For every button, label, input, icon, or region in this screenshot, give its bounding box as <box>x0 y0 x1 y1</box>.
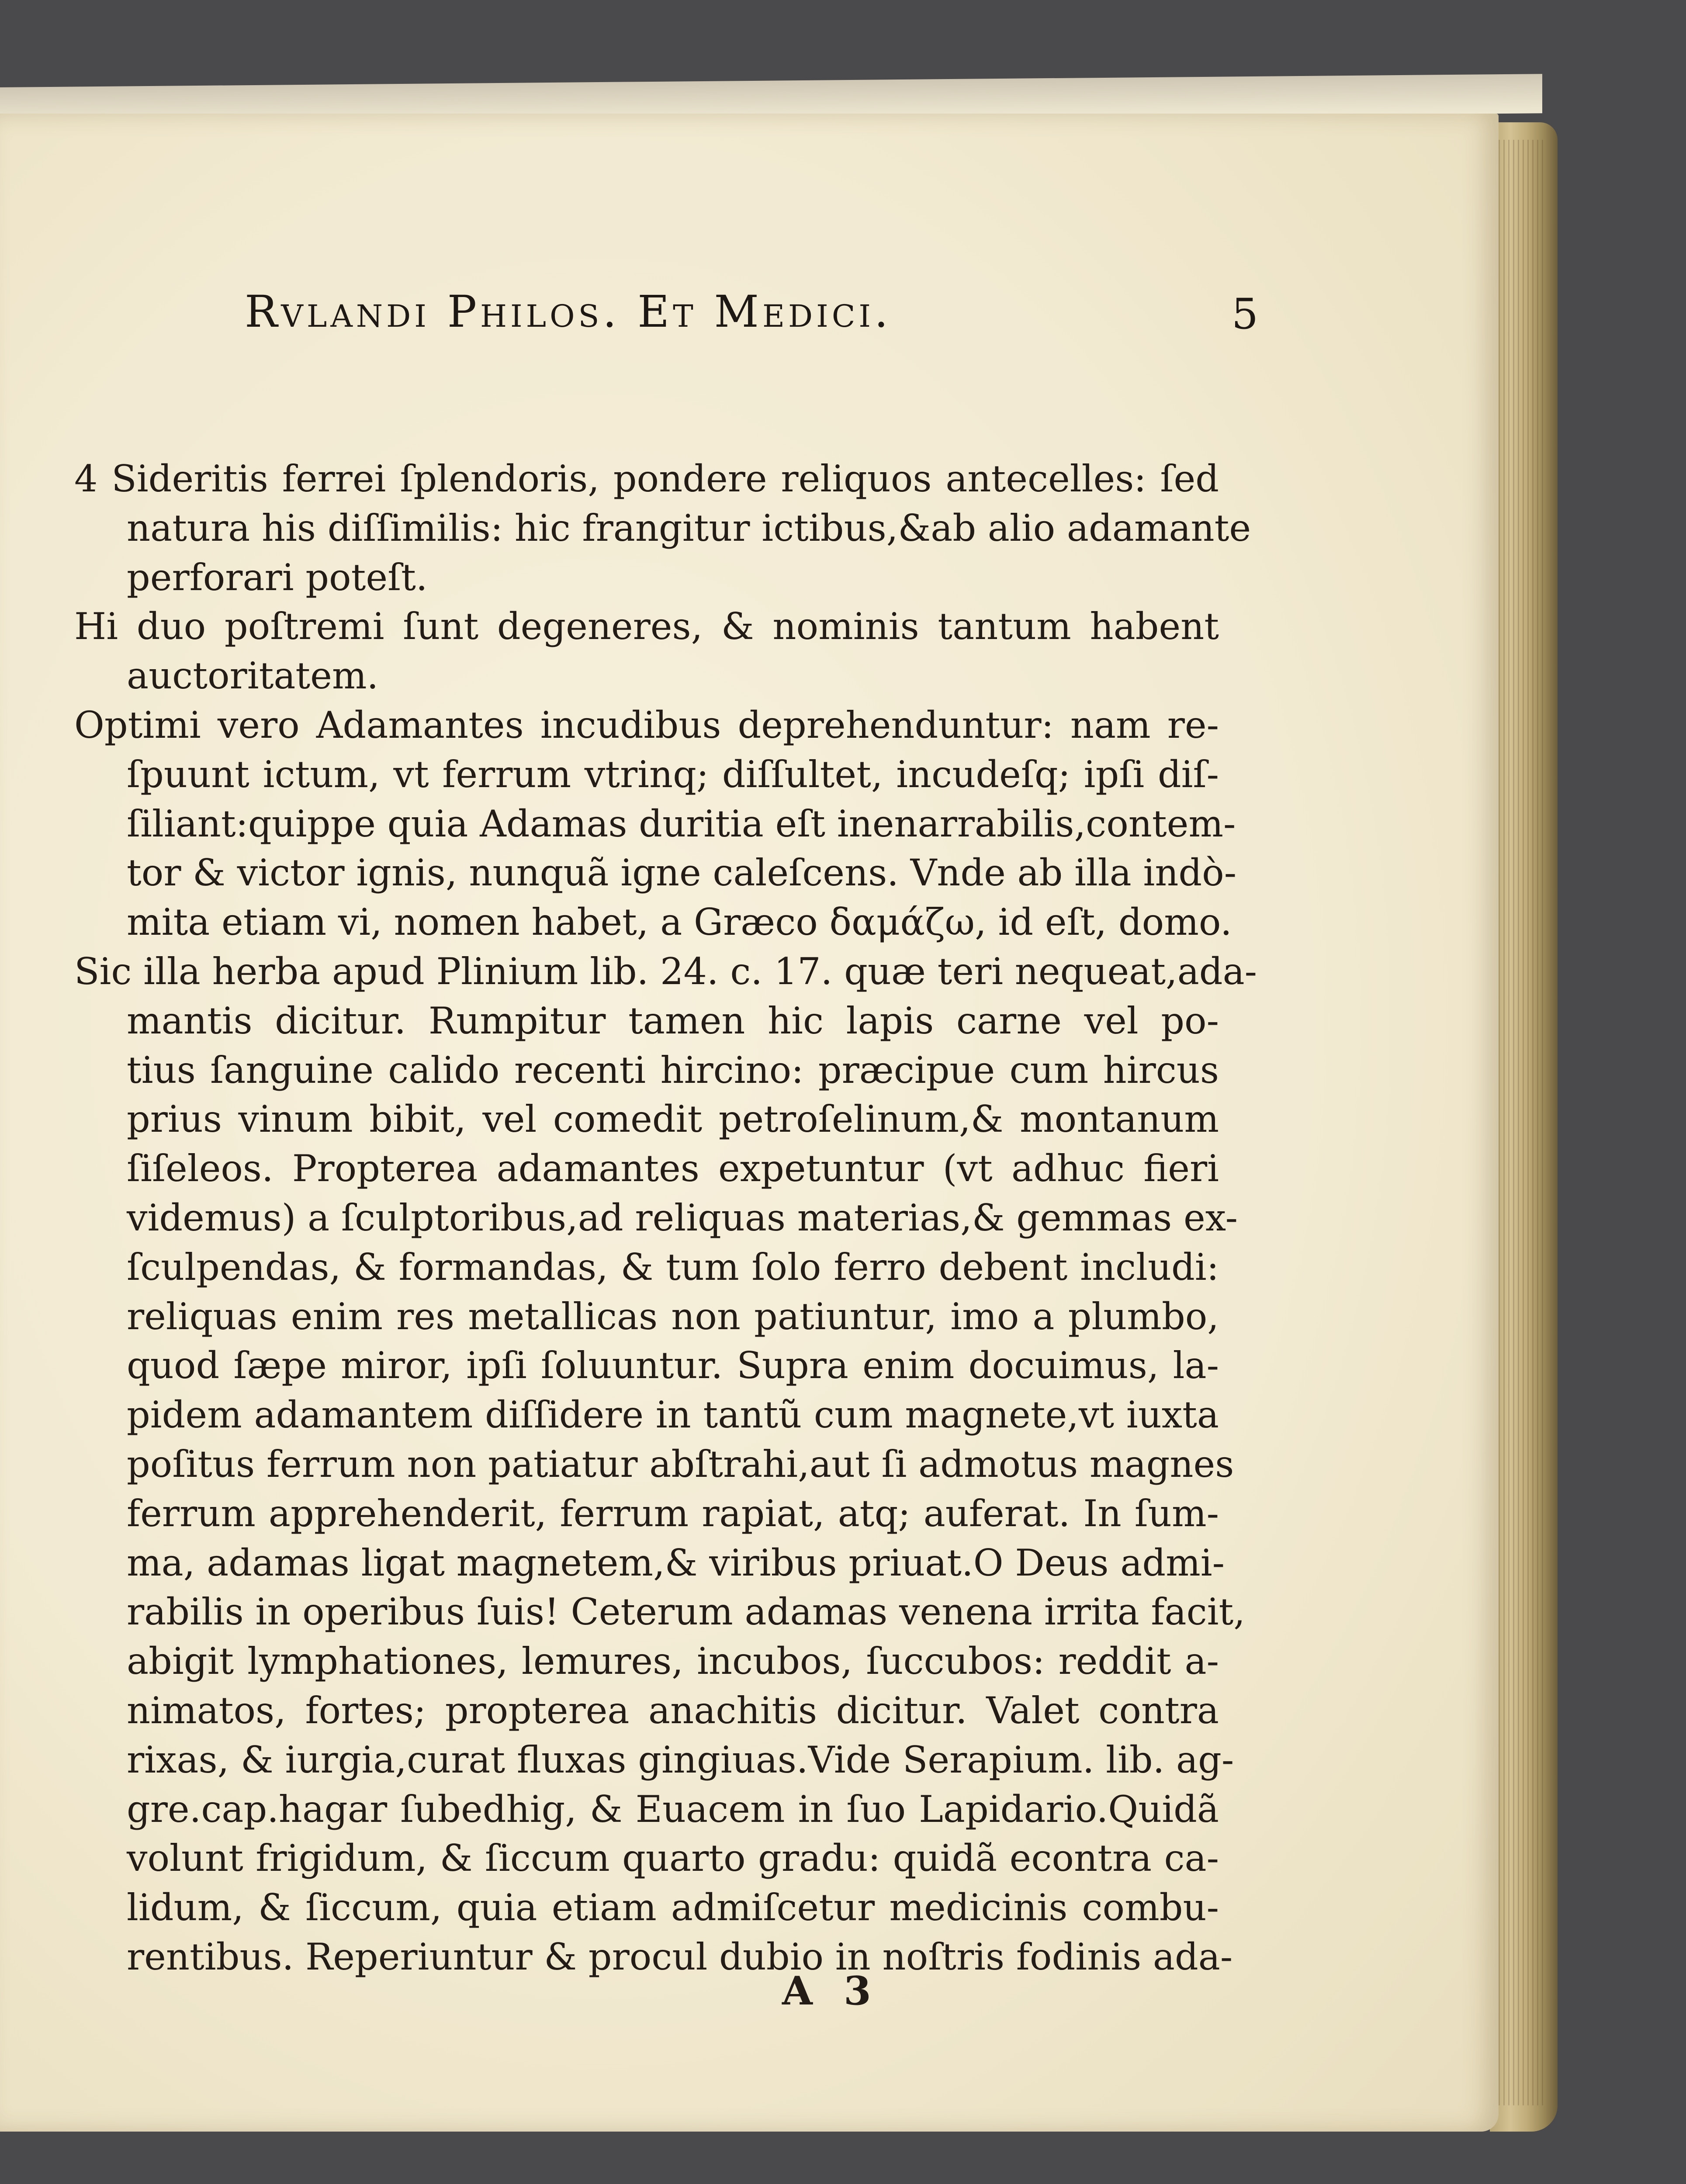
book-page <box>0 87 1560 2132</box>
text-line: Optimi vero Adamantes incudibus deprehenduntur: nam re- <box>74 703 1219 746</box>
text-line: ſpuunt ictum, vt ferrum vtrinq; diſſultet, incudeſq; ipſi diſ- <box>127 753 1219 796</box>
text-line: mantis dicitur. Rumpitur tamen hic lapis carne vel po- <box>127 999 1219 1042</box>
text-line: videmus) a ſculptoribus,ad reliquas materias,& gemmas ex- <box>127 1196 1238 1239</box>
text-line: ferrum apprehenderit, ferrum rapiat, atq; auferat. In ſum- <box>127 1492 1219 1535</box>
text-line: gre.cap.hagar ſubedhig, & Euacem in ſuo Lapidario.Quidã <box>127 1787 1219 1831</box>
text-line: Sic illa herba apud Plinium lib. 24. c. 17. quæ teri nequeat,ada- <box>74 950 1257 993</box>
text-line: ſiſeleos. Propterea adamantes expetuntur (vt adhuc fieri <box>127 1147 1219 1190</box>
page-edge-lines <box>1499 140 1547 2105</box>
text-line: poſitus ferrum non patiatur abſtrahi,aut ſi admotus magnes <box>127 1442 1234 1486</box>
page-header <box>245 286 1258 347</box>
text-line: perforari poteſt. <box>127 556 428 599</box>
page-number: 5 <box>1231 290 1258 339</box>
text-line: ſiliant:quippe quia Adamas duritia eſt inenarrabilis,contem- <box>127 802 1236 845</box>
text-line: auctoritatem. <box>127 654 379 698</box>
text-line: abigit lymphationes, lemures, incubos, ſuccubos: reddit a- <box>127 1640 1219 1683</box>
text-line: volunt frigidum, & ſiccum quarto gradu: quidã econtra ca- <box>127 1837 1219 1880</box>
running-head: Rvlandi Philos. Et Medici. <box>245 286 892 337</box>
text-line: Hi duo poſtremi ſunt degeneres, & nominis tantum habent <box>74 605 1219 648</box>
text-line: lidum, & ſiccum, quia etiam admiſcetur medicinis combu- <box>127 1886 1219 1929</box>
text-line: 4 Sideritis ferrei ſplendoris, pondere reliquos antecelles: ſed <box>74 457 1219 500</box>
text-line: quod ſæpe miror, ipſi ſoluuntur. Supra enim docuimus, la- <box>127 1344 1219 1387</box>
text-line: prius vinum bibit, vel comedit petroſelinum,& montanum <box>127 1098 1219 1141</box>
text-line: rixas, & iurgia,curat fluxas gingiuas.Vide Serapium. lib. ag- <box>127 1738 1234 1781</box>
text-line: mita etiam vi, nomen habet, a Græco δαμάζω, id eſt, domo. <box>127 901 1232 944</box>
text-line: tor & victor ignis, nunquã igne caleſcens. Vnde ab illa indò- <box>127 851 1237 895</box>
text-line: ſculpendas, & formandas, & tum ſolo ferro debent includi: <box>127 1245 1219 1289</box>
body-text <box>74 454 1257 1982</box>
text-line: nimatos, fortes; propterea anachitis dicitur. Valet contra <box>127 1689 1219 1732</box>
text-line: rentibus. Reperiuntur & procul dubio in noſtris fodinis ada- <box>127 1935 1233 1978</box>
text-line: ma, adamas ligat magnetem,& viribus priuat.O Deus admi- <box>127 1541 1225 1584</box>
text-line: natura his diſſimilis: hic frangitur ictibus,&ab alio adamante <box>127 506 1251 549</box>
paper-sheet <box>0 114 1499 2132</box>
text-line: pidem adamantem diſſidere in tantũ cum magnete,vt iuxta <box>127 1393 1219 1437</box>
text-line: tius ſanguine calido recenti hircino: præcipue cum hircus <box>127 1048 1219 1092</box>
signature-mark: A 3 <box>782 1968 880 2014</box>
text-line: rabilis in operibus ſuis! Ceterum adamas venena irrita facit, <box>127 1590 1245 1634</box>
text-line: reliquas enim res metallicas non patiuntur, imo a plumbo, <box>127 1295 1219 1338</box>
